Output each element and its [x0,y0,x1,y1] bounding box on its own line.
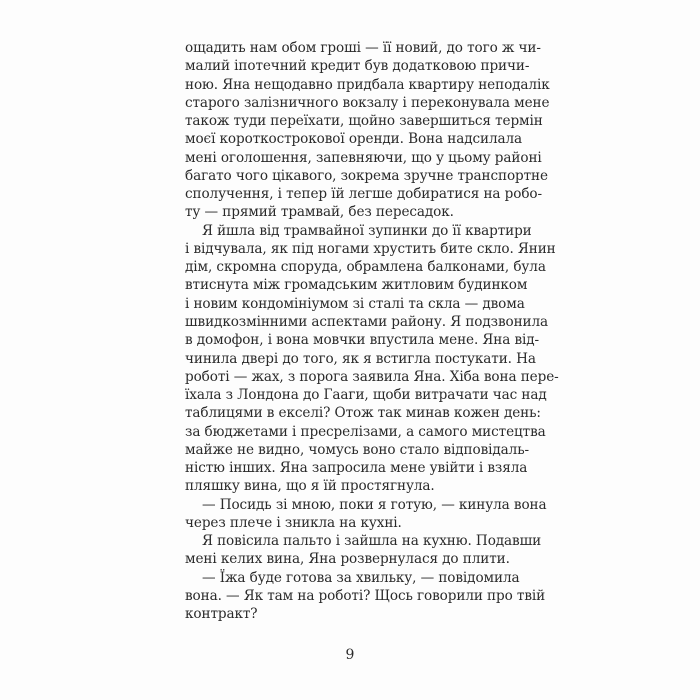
text-line: контракт? [185,606,258,623]
body-text [185,39,559,624]
text-line: таблицями в екселі? Отож так минав кожен день: [185,405,541,422]
text-line: Я повісила пальто і зайшла на кухню. Подавши [202,533,542,550]
text-line: моєї короткострокової оренди. Вона надсилала [185,131,523,148]
text-line: чинила двері до того, як я встигла постукати. На [185,350,536,367]
text-line: їхала з Лондона до Гааги, щоби витрачати час над [185,387,547,404]
text-line: Я йшла від трамвайної зупинки до її квартири [202,222,532,239]
paragraph [185,532,542,569]
text-line: малий іпотечний кредит був додатковою причи- [185,58,530,75]
paragraph [185,496,547,533]
text-line: мені оголошення, запевняючи, що у цьому районі [185,149,542,166]
text-line: пляшку вина, що я їй простягнула. [185,478,435,495]
text-line: — Посидь зі мною, поки я готую, — кинула вона [202,496,547,513]
paragraph [185,222,559,496]
text-line: втиснута між громадським житловим будинком [185,277,528,294]
text-line: — Їжа буде готова за хвильку, — повідомила [202,569,520,586]
text-line: вона. — Як там на роботі? Щось говорили про твій [185,587,546,604]
text-line: і відчувала, як під ногами хрустить бите скло. Янин [185,240,556,257]
text-line: за бюджетами і пресрелізами, а самого мистецтва [185,423,546,440]
text-line: також туди переїхати, щойно завершиться термін [185,113,543,130]
text-line: сполучення, і тепер їй легше добиратися на робо- [185,186,542,203]
text-line: через плече і зникла на кухні. [185,514,402,531]
text-line: майже не видно, чомусь воно стало відповідаль- [185,441,529,458]
text-line: мені келих вина, Яна розвернулася до плити. [185,551,510,568]
text-line: ощадить нам обом гроші — її новий, до того ж чи- [185,40,541,56]
text-line: дім, скромна споруда, обрамлена балконами, була [185,259,546,276]
text-line: старого залізничного вокзалу і переконувала мене [185,94,550,111]
text-line: багато чого цікавого, зокрема зручне транспортне [185,167,548,184]
text-line: ною. Яна нещодавно придбала квартиру неподалік [185,76,550,93]
paragraph [185,569,546,624]
text-line: в домофон, і вона мовчки впустила мене. Яна від- [185,332,540,349]
text-line: швидкозмінними аспектами району. Я подзвонила [185,313,549,330]
text-line: і новим кондомініумом зі сталі та скла — двома [185,295,525,312]
page-number: 9 [345,647,355,663]
text-line: ністю інших. Яна запросила мене увійти і взяла [185,460,528,477]
paragraph [185,39,550,222]
text-line: роботі — жах, з порога заявила Яна. Хіба вона пере- [185,368,559,385]
text-line: ту — прямий трамвай, без пересадок. [185,204,454,221]
